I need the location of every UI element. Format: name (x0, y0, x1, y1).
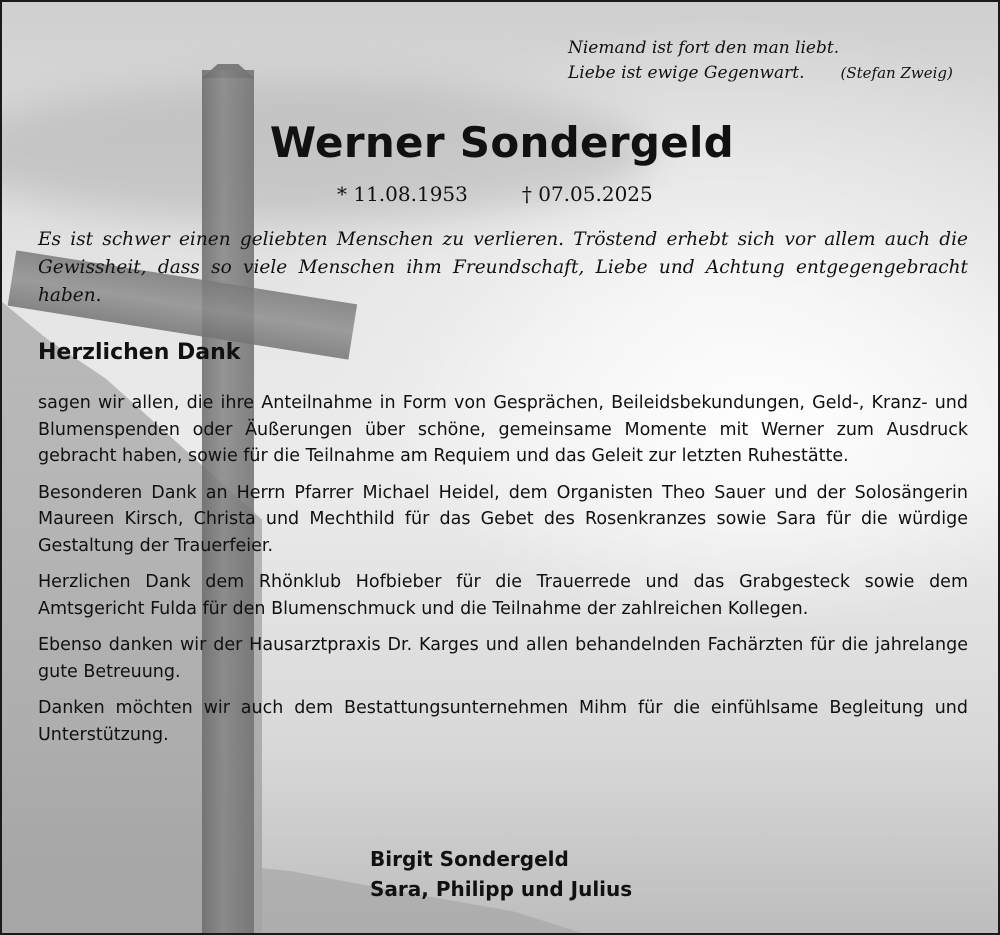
thanks-paragraph: Ebenso danken wir der Hausarztpraxis Dr. Karges und allen behandelnden Fachärzten für die jahrelange gute Betreuung. (38, 635, 968, 682)
thanks-heading: Herzlichen Dank (38, 340, 241, 365)
life-dates (337, 182, 737, 206)
quote-block (568, 36, 968, 86)
thanks-paragraph: sagen wir allen, die ihre Anteilnahme in Form von Gesprächen, Beileidsbekundungen, Geld-, Kranz- und Blumenspenden oder Äußerungen über schöne, gemeinsame Momente mit Werner zum Ausdruck gebracht haben, sowie für die Teilnahme am Requiem und das Geleit zur letzten Ruhestätte. (38, 393, 968, 466)
signatures (370, 844, 632, 904)
thanks-paragraph: Herzlichen Dank dem Rhönklub Hofbieber für die Trauerrede und das Grabgesteck sowie dem Amtsgericht Fulda für den Blumenschmuck und die Teilnahme der zahlreichen Kollegen. (38, 572, 968, 619)
signature-line-2: Sara, Philipp und Julius (370, 877, 633, 901)
signature-line-1: Birgit Sondergeld (370, 847, 569, 871)
obituary-content (2, 2, 998, 933)
quote-line-1: Niemand ist fort den man liebt. (568, 38, 840, 58)
birth-date: * 11.08.1953 (337, 182, 468, 206)
thanks-paragraph: Besonderen Dank an Herrn Pfarrer Michael Heidel, dem Organisten Theo Sauer und der Solosängerin Maureen Kirsch, Christa und Mechthild für das Gebet des Rosenkranzes sowie Sara für die würdige Gestaltung der Trauerfeier. (38, 482, 968, 556)
quote-line-2 (568, 61, 968, 86)
quote-line-2-text: Liebe ist ewige Gegenwart. (568, 63, 805, 83)
thanks-paragraph: Danken möchten wir auch dem Bestattungsunternehmen Mihm für die einfühlsame Begleitung und Unterstützung. (38, 698, 968, 745)
intro-text: Es ist schwer einen geliebten Menschen zu verlieren. Tröstend erhebt sich vor allem auch die Gewissheit, dass so viele Menschen ihm Freundschaft, Liebe und Achtung entgegengebracht haben. (38, 229, 968, 306)
death-date: † 07.05.2025 (521, 182, 653, 206)
quote-author: (Stefan Zweig) (840, 64, 953, 82)
thanks-body (38, 390, 968, 758)
deceased-name: Werner Sondergeld (269, 118, 735, 167)
